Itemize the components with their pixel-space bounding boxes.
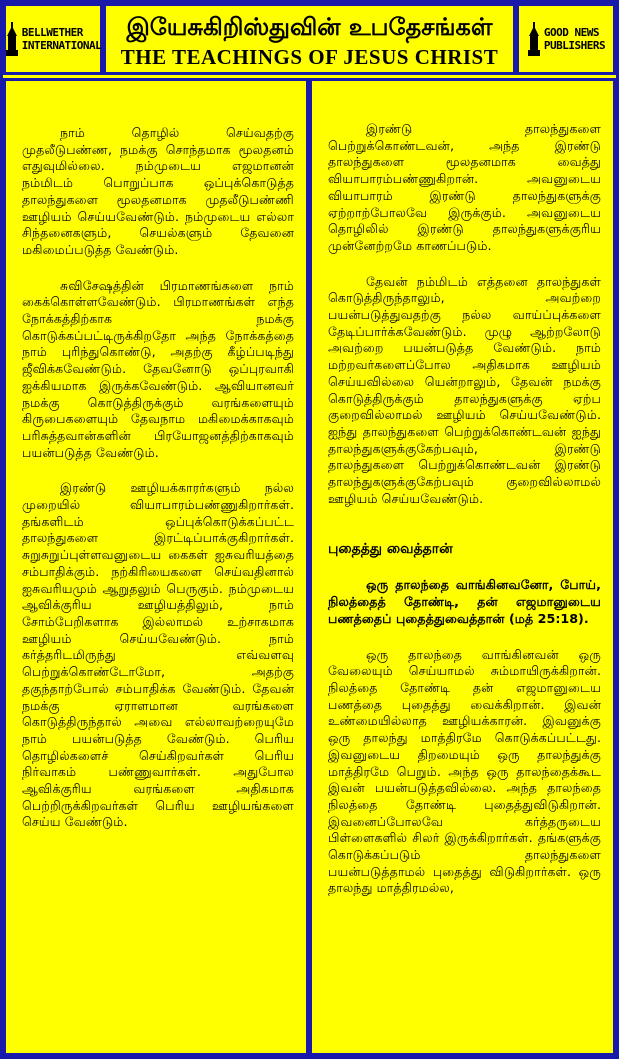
paragraph: நாம் தொழில் செய்வதற்கு முதலீடுபண்ண, நமக்கு சொந்தமாக மூலதனம் எதுவுமில்லை. நம்முடைய எஜமானன் நம்மிடம் பொறுப்பாக ஒப்புக்கொடுத்த தாலந்துகளை மூலதனமாக முதலீடுபண்ணி ஊழியம் செய்யவேண்டும். நம்முடைய எல்லா சிந்தனைகளும், செயல்களும் தேவனை மகிமைப்படுத்த வேண்டும். [22, 125, 294, 257]
title-tamil: இயேசுகிறிஸ்துவின் உபதேசங்கள் [126, 13, 493, 41]
good-news-logo [516, 3, 616, 75]
paragraph: சுவிசேஷத்தின் பிரமாணங்களை நாம் கைக்கொள்ளவேண்டும். பிரமாணங்கள் எந்த நோக்கத்திற்காக நமக்கு கொடுக்கப்பட்டிருக்கிறதோ அந்த நோக்கத்தை நாம் புரிந்துகொண்டு, அதற்கு கீழ்ப்படிந்து ஜீவிக்கவேண்டும். தேவனோடு ஒப்புரவாகி ஐக்கியமாக இருக்கவேண்டும். ஆவியானவர் நமக்கு கொடுத்திருக்கும் வரங்களையும் கிருபைகளையும் தேவநாம மகிமைக்காகவும் பரிசுத்தவான்களின் பிரயோஜனத்திற்காகவும் பயன்படுத்த வேண்டும். [22, 277, 294, 460]
good-news-logo-text [544, 26, 605, 52]
logo-line-2: INTERNATIONAL [21, 39, 102, 52]
title-box [103, 3, 516, 75]
section-heading: புதைத்து வைத்தான் [328, 541, 453, 558]
paragraph: ஒரு தாலந்தை வாங்கினவன் ஒரு வேலையும் செய்யாமல் சும்மாயிருக்கிறான். நிலத்தை தோண்டி தன் எஜமானுடைய பணத்தை புதைத்து வைக்கிறான். இவன் உண்மையில்லாத ஊழியக்காரன். இவனுக்கு ஒரு தாலந்து மாத்திரமே கொடுக்கப்பட்டது. இவனுடைய திறமையும் ஒரு தாலந்துக்கு மாத்திரமே பெறும். அந்த ஒரு தாலந்தைக்கூட இவன் பயன்படுத்தவில்லை. அந்த தாலந்தை நிலத்தை தோண்டி புதைத்துவிடுகிறான். இவனைப்போலவே கர்த்தருடைய பிள்ளைகளில் சிலர் இருக்கிறார்கள். தங்களுக்கு கொடுக்கப்படும் தாலந்துகளை பயன்படுத்தாமல் புதைத்து விடுகிறார்கள். ஒரு தாலந்து மாத்திரமல்ல, [328, 646, 601, 896]
paragraph: இரண்டு ஊழியக்காரர்களும் நல்ல முறையில் வியாபாரம்பண்ணுகிறார்கள். தங்களிடம் ஒப்புக்கொடுக்கப்பட்ட தாலந்துகளை இரட்டிப்பாக்குகிறார்கள். சுறுசுறுப்புள்ளவனுடைய கைகள் ஐசுவரியத்தை சம்பாதிக்கும். நற்கிரியைகளை செய்வதினால் ஐசுவரியமும் ஆறுதலும் பெருகும். நம்முடைய ஆவிக்குரிய ஊழியத்திலும், நாம் சோம்பேறிகளாக இல்லாமல் உற்சாகமாக ஊழியம் செய்யவேண்டும். நாம் கர்த்தரிடமிருந்து எவ்வளவு பெற்றுக்கொண்டோமோ, அதற்கு தகுந்தாற்போல் சம்பாதிக்க வேண்டும். தேவன் நமக்கு ஏராளமான வரங்களை கொடுத்திருந்தால் அவை எல்லாவற்றையுமே நாம் பயன்படுத்த வேண்டும். பெரிய தொழில்களைச் செய்கிறவர்கள் பெரிய நிர்வாகம் பண்ணுவார்கள். அதுபோல ஆவிக்குரிய வரங்களை அதிகமாக பெற்றிருக்கிறவர்கள் பெரிய ஊழியங்களை செய்ய வேண்டும். [22, 480, 294, 830]
paragraph: இரண்டு தாலந்துகளை பெற்றுக்கொண்டவன், அந்த இரண்டு தாலந்துகளை மூலதனமாக வைத்து வியாபாரம்பண்ணுகிறான். அவனுடைய வியாபாரம் இரண்டு தாலந்துகளுக்கு ஏற்றாற்போலவே இருக்கும். அவனுடைய தொழிலில் இரண்டு தாலந்துகளுக்குரிய முன்னேற்றமே காணப்படும். [328, 121, 601, 253]
right-column [309, 78, 616, 1056]
bellwether-logo-text [22, 26, 102, 52]
bible-verse: ஒரு தாலந்தை வாங்கினவனோ, போய், நிலத்தைத் தோண்டி, தன் எஜமானுடைய பணத்தைப் புதைத்துவைத்தான் (மத் 25:18). [328, 577, 601, 626]
paragraph: தேவன் நம்மிடம் எத்தனை தாலந்துகள் கொடுத்திருந்தாலும், அவற்றை பயன்படுத்துவதற்கு நல்ல வாய்ப்புக்களை தேடிப்பார்க்கவேண்டும். முழு ஆற்றலோடு அவற்றை பயன்படுத்த வேண்டும். நாம் மற்றவர்களைப்போல அதிகமாக ஊழியம் செய்யவில்லை யென்றாலும், தேவன் நமக்கு கொடுத்திருக்கும் தாலந்துகளுக்கு ஏற்ப குறைவில்லாமல் ஊழியம் செய்யவேண்டும். ஐந்து தாலந்துகளை பெற்றுக்கொண்டவன் ஐந்து தாலந்துகளுக்குகேற்பவும், இரண்டு தாலந்துகளை பெற்றுக்கொண்டவன் இரண்டு தாலந்துகளுக்குகேற்பவும் குறைவில்லாமல் ஊழியம் செய்யவேண்டும். [328, 273, 601, 506]
logo-line-2: PUBLISHERS [543, 39, 606, 52]
bell-tower-icon [5, 22, 19, 56]
left-column [3, 78, 309, 1056]
bellwether-logo [3, 3, 103, 75]
logo-line-1: BELLWETHER [21, 26, 83, 39]
bell-tower-icon [527, 22, 541, 56]
header [3, 3, 616, 75]
title-english: THE TEACHINGS OF JESUS CHRIST [120, 45, 499, 69]
logo-line-1: GOOD NEWS [543, 26, 599, 39]
